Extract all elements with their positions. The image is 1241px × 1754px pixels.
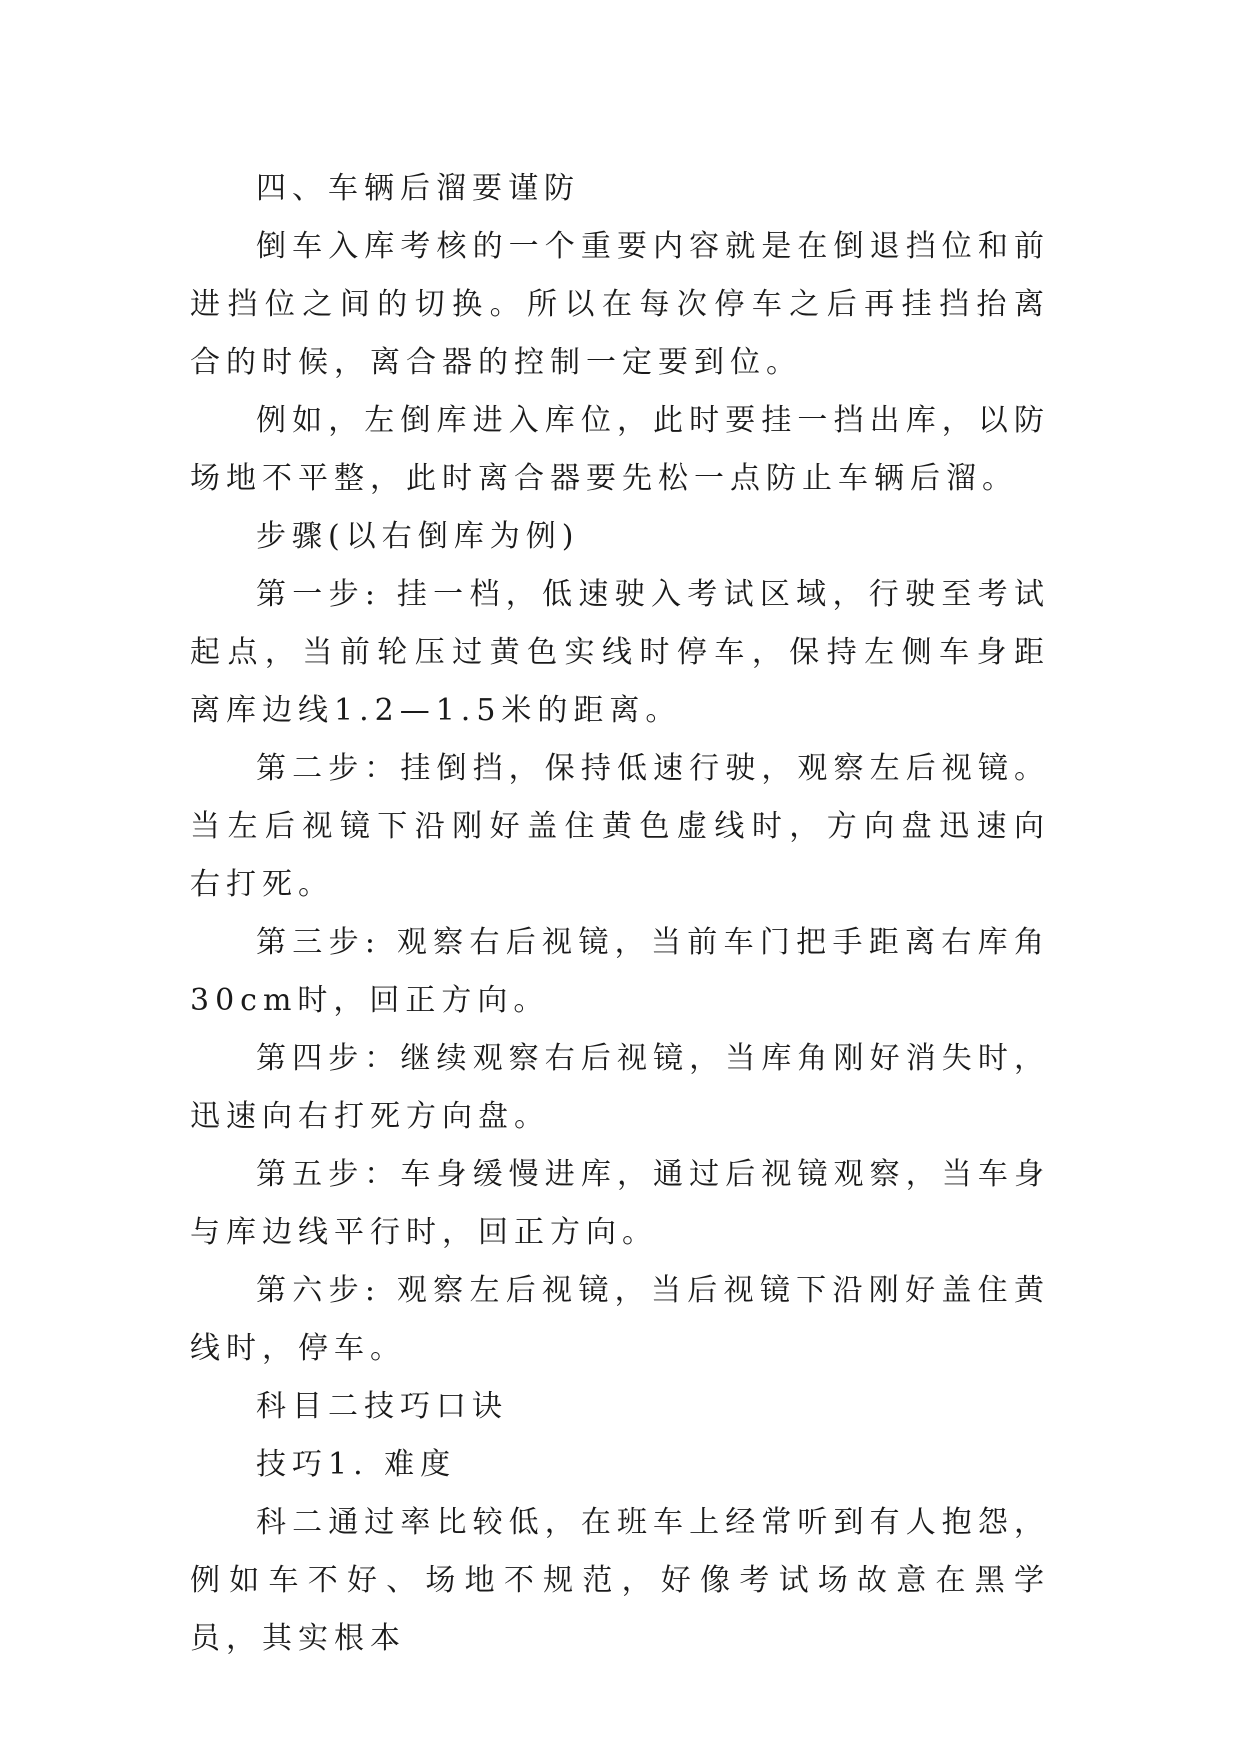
tip-1-heading: 技巧1. 难度 [256,1447,457,1482]
step-6: 第六步: 观察左后视镜，当后视镜下沿刚好盖住黄线时，停车。 [190,1273,1050,1366]
step-5: 第五步：车身缓慢进库，通过后视镜观察，当车身与库边线平行时，回正方向。 [190,1157,1050,1250]
section-heading: 四、车辆后溜要谨防 [256,171,580,206]
tips-heading: 科目二技巧口诀 [256,1389,508,1424]
paragraph: 科二通过率比较低，在班车上经常听到有人抱怨，例如车不好、场地不规范，好像考试场故意在黑学员，其实根本 [190,1505,1050,1656]
step-1: 第一步: 挂一档，低速驶入考试区域，行驶至考试起点，当前轮压过黄色实线时停车，保持左侧车身距离库边线1.2—1.5米的距离。 [190,577,1050,728]
step-3: 第三步: 观察右后视镜，当前车门把手距离右库角30cm时，回正方向。 [190,925,1050,1018]
document-body [190,160,1050,1668]
step-4: 第四步：继续观察右后视镜，当库角刚好消失时，迅速向右打死方向盘。 [190,1041,1050,1134]
paragraph: 例如，左倒库进入库位，此时要挂一挡出库，以防场地不平整，此时离合器要先松一点防止车辆后溜。 [190,403,1050,496]
steps-heading: 步骤(以右倒库为例) [256,519,580,554]
paragraph: 倒车入库考核的一个重要内容就是在倒退挡位和前进挡位之间的切换。所以在每次停车之后再挂挡抬离合的时候，离合器的控制一定要到位。 [190,229,1050,380]
step-2: 第二步：挂倒挡，保持低速行驶，观察左后视镜。当左后视镜下沿刚好盖住黄色虚线时，方向盘迅速向右打死。 [190,751,1050,902]
